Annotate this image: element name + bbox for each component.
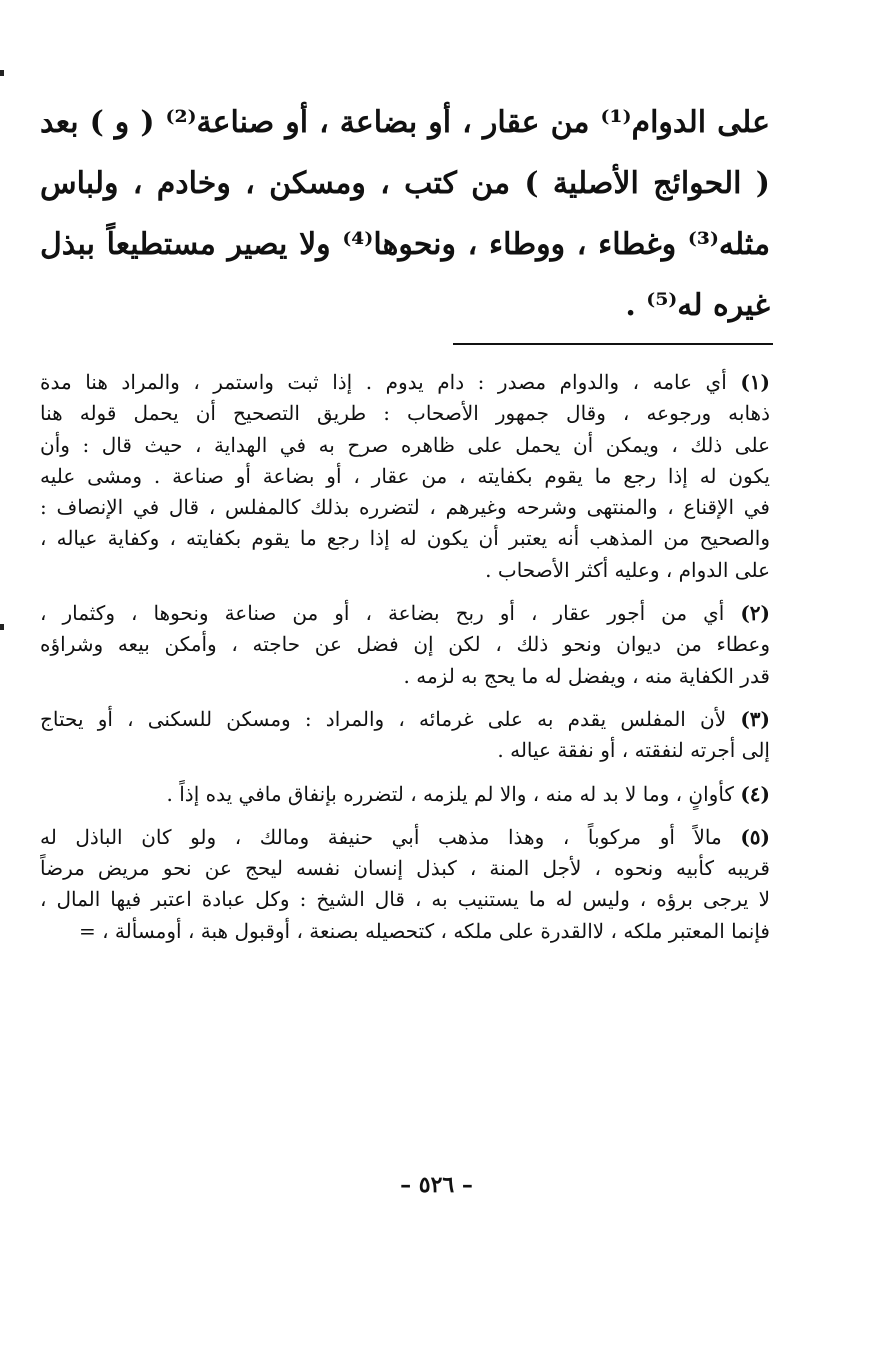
footnotes-section: [40, 367, 770, 959]
footnote-line: لا يرجى برؤه ، وليس له ما يستنيب به ، قال الشيخ : وكل عبادة اعتبر فيها المال ،: [40, 887, 770, 912]
footnote-line: [40, 367, 770, 398]
footnote-number: (٤): [740, 781, 770, 806]
footnote-line: إلى أجرته لنفقته ، أو نفقة عياله .: [497, 738, 770, 763]
footnote-line: والصحيح من المذهب أنه يعتبر أن يكون له إذا رجع ما يقوم بكفايته ، وكفاية عياله ،: [40, 526, 770, 551]
footnote-line: وعطاء من ديوان ونحو ذلك ، لكن إن فضل عن حاجته ، وأمكن بيعه وشراؤه: [40, 632, 770, 657]
footnote-number: (٣): [740, 706, 770, 731]
footnote-line: [40, 704, 770, 735]
footnote-line: ذهابه ورجوعه ، وقال جمهور الأصحاب : طريق التصحيح أن يحمل قوله هنا: [40, 401, 770, 426]
footnote-text: أي من أجور عقار ، أو ربح بضاعة ، أو من صناعة ونحوها ، وكثمار ،: [40, 601, 725, 626]
footnote-line: قدر الكفاية منه ، ويفضل له ما يحج به لزمه .: [403, 663, 770, 688]
footnote-text: لأن المفلس يقدم به على غرمائه ، والمراد : ومسكن للسكنى ، أو يحتاج: [40, 706, 727, 731]
footnote-line: [40, 598, 770, 629]
footnote-number: (٥): [740, 824, 770, 849]
footnote-line: [40, 822, 770, 853]
footnote-number: (١): [740, 370, 770, 394]
main-text-line: على الدوام⁽¹⁾ من عقار ، أو بضاعة ، أو صناعة⁽²⁾ ( و ) بعد: [40, 105, 770, 140]
footnote-text: مالاً أو مركوباً ، وهذا مذهب أبي حنيفة ومالك ، ولو كان الباذل له: [40, 824, 722, 849]
footnote-line: على ذلك ، ويمكن أن يحمل على ظاهره صرح به في الهداية ، حيث قال : وأن: [40, 432, 770, 457]
main-text-line: مثله⁽³⁾ وغطاء ، ووطاء ، ونحوها⁽⁴⁾ ولا يصير مستطيعاً ببذل: [40, 227, 770, 262]
footnote-2: [40, 598, 770, 692]
footnote-4: [40, 779, 770, 810]
main-text-block: [40, 92, 770, 336]
margin-mark: [0, 70, 4, 76]
footnote-1: [40, 367, 770, 586]
footnote-line: على الدوام ، وعليه أكثر الأصحاب .: [485, 557, 770, 582]
footnote-line: [40, 779, 770, 810]
footnote-3: [40, 704, 770, 767]
main-text-line: غيره له⁽⁵⁾ .: [625, 288, 770, 323]
main-text-line: ( الحوائج الأصلية ) من كتب ، ومسكن ، وخادم ، ولباس: [40, 166, 770, 201]
footnote-line: قريبه كأبيه ونحوه ، لأجل المنة ، كبذل إنسان نفسه ليحج عن نحو مريض مرضاً: [40, 856, 770, 881]
footnote-separator: [453, 343, 773, 345]
footnote-5: [40, 822, 770, 947]
footnote-text: أي عامه ، والدوام مصدر : دام يدوم . إذا ثبت واستمر ، والمراد هنا مدة: [40, 370, 727, 394]
page-number: – ٥٢٦ –: [400, 1172, 473, 1198]
footnote-line: يكون له إذا رجع ما يقوم بكفايته ، من عقار ، أو بضاعة أو صناعة . ومشى عليه: [40, 463, 770, 488]
footnote-text: كأوانٍ ، وما لا بد له منه ، والا لم يلزمه ، لتضرره بإنفاق مافي يده إذاً .: [166, 781, 734, 806]
margin-mark: [0, 624, 4, 630]
footnote-number: (٢): [740, 601, 770, 626]
footnote-line: فإنما المعتبر ملكه ، لاالقدرة على ملكه ، كتحصيله بصنعة ، أوقبول هبة ، أومسألة ، =: [79, 918, 770, 943]
footnote-line: في الإقناع ، والمنتهى وشرحه وغيرهم ، لتضرره بذلك كالمفلس ، قال في الإنصاف :: [40, 495, 770, 520]
